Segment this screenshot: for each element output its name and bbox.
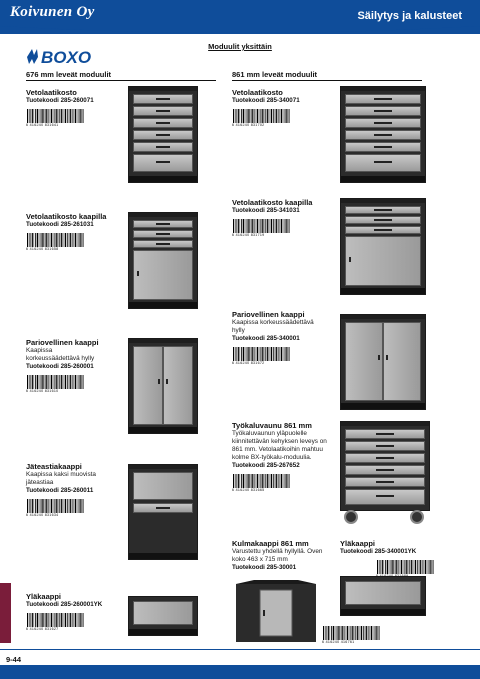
barcode	[232, 474, 292, 494]
product-item	[232, 421, 330, 494]
product-code: Tuotekoodi 285-30001	[232, 564, 297, 571]
product-item	[232, 198, 332, 239]
product-image-drawer-cabinet-861	[340, 198, 426, 295]
product-code: Tuotekoodi 285-267652	[232, 462, 300, 469]
barcode	[232, 109, 292, 129]
product-image-waste-cabinet	[128, 464, 198, 560]
product-name: Työkaluvaunu 861 mm	[232, 421, 312, 430]
product-name: Vetolaatikosto kaapilla	[26, 212, 107, 221]
product-code: Tuotekoodi 285-261031	[26, 221, 94, 228]
header-swoosh	[0, 22, 480, 38]
barcode-bars	[26, 109, 86, 123]
product-code: Tuotekoodi 285-340001	[232, 335, 300, 342]
barcode-bars	[26, 233, 86, 247]
barcode-number: 6 416240 831610	[26, 389, 59, 393]
page-subtitle: Moduulit yksittäin	[208, 42, 272, 51]
column-header-right: 861 mm leveät moduulit	[232, 70, 422, 81]
product-description: Varustettu yhdellä hyllyllä. Oven koko 463 x 715 mm	[232, 548, 323, 563]
section-title: Säilytys ja kalusteet	[357, 10, 462, 22]
barcode	[26, 375, 86, 395]
product-item	[340, 539, 450, 580]
product-name: Pariovellinen kaappi	[232, 310, 305, 319]
chapter-tab	[0, 583, 11, 643]
barcode-number: 6 416240 831641	[26, 123, 59, 127]
product-item	[26, 462, 110, 519]
barcode-bars	[26, 613, 86, 627]
page-footer	[0, 665, 480, 679]
product-image-tool-trolley	[340, 421, 430, 511]
barcode	[322, 626, 382, 646]
product-image-double-door-cabinet	[128, 338, 198, 434]
product-name: Yläkaappi	[340, 539, 376, 548]
barcode-number: 6 416240 831665	[232, 488, 265, 492]
barcode-number: 6 416240 831658	[26, 247, 59, 251]
barcode-bars	[322, 626, 382, 640]
product-image-drawer-unit	[128, 86, 198, 183]
product-item	[26, 592, 126, 633]
footer-rule	[0, 649, 480, 650]
product-item	[232, 88, 332, 129]
product-name: Jäteastiakaappi	[26, 462, 82, 471]
barcode-number: 6 416240 831672	[232, 361, 265, 365]
product-description: Kaapissa korkeussäädettävä hylly	[232, 319, 314, 334]
boxo-logo-text: BOXO	[41, 48, 92, 67]
brand-name: Koivunen Oy	[10, 4, 95, 20]
product-item	[26, 212, 126, 253]
column-header-left: 676 mm leveät moduulit	[26, 70, 216, 81]
product-name: Yläkaappi	[26, 592, 62, 601]
product-description: Työkaluvaunun yläpuolelle kiinnitettävän kehyksen leveys on 861 mm. Vetolaatikoihin mahtuu kolme BX-työkalu-moduulia.	[232, 430, 327, 461]
product-code: Tuotekoodi 285-340001YK	[340, 548, 417, 555]
product-name: Vetolaatikosto kaapilla	[232, 198, 313, 207]
barcode-bars	[376, 560, 436, 574]
product-item	[232, 310, 316, 367]
product-code: Tuotekoodi 285-260011	[26, 487, 94, 494]
product-name: Kulmakaappi 861 mm	[232, 539, 309, 548]
barcode-bars	[232, 219, 292, 233]
barcode-bars	[232, 347, 292, 361]
barcode	[26, 613, 86, 633]
product-image-drawer-unit-861	[340, 86, 426, 183]
barcode	[232, 219, 292, 239]
barcode	[26, 233, 86, 253]
wheel-icon	[410, 510, 424, 524]
product-code: Tuotekoodi 285-260001	[26, 363, 94, 370]
product-image-wall-cabinet-861	[340, 576, 426, 616]
product-description: Kaapissa kaksi muovista jäteastiaa	[26, 471, 96, 486]
product-name: Vetolaatikosto	[26, 88, 77, 97]
barcode	[26, 109, 86, 129]
barcode-number: 6 416240 831702	[232, 123, 265, 127]
barcode-number: 6 416240 831627	[26, 627, 59, 631]
page-number: 9-44	[6, 655, 22, 664]
barcode-bars	[26, 499, 86, 513]
product-item-barcode	[322, 622, 392, 646]
barcode-number: 6 416240 416761	[322, 640, 355, 644]
barcode-bars	[232, 474, 292, 488]
product-item	[26, 338, 106, 395]
product-name: Pariovellinen kaappi	[26, 338, 99, 347]
product-code: Tuotekoodi 285-260001YK	[26, 601, 103, 608]
barcode	[232, 347, 292, 367]
product-image-drawer-cabinet	[128, 212, 198, 309]
product-code: Tuotekoodi 285-260071	[26, 97, 94, 104]
barcode-bars	[26, 375, 86, 389]
barcode-bars	[232, 109, 292, 123]
product-description: Kaapissa korkeussäädettävä hylly	[26, 347, 95, 362]
barcode-number: 6 416240 831719	[232, 233, 265, 237]
product-image-corner-cabinet	[232, 578, 320, 648]
product-code: Tuotekoodi 285-340071	[232, 97, 300, 104]
product-name: Vetolaatikosto	[232, 88, 283, 97]
product-item	[232, 539, 332, 572]
barcode	[26, 499, 86, 519]
product-code: Tuotekoodi 285-341031	[232, 207, 300, 214]
product-image-wall-cabinet	[128, 596, 198, 636]
barcode-number: 6 416240 831634	[26, 513, 59, 517]
product-item	[26, 88, 126, 129]
wheel-icon	[344, 510, 358, 524]
product-image-double-door-cabinet-861	[340, 314, 426, 410]
